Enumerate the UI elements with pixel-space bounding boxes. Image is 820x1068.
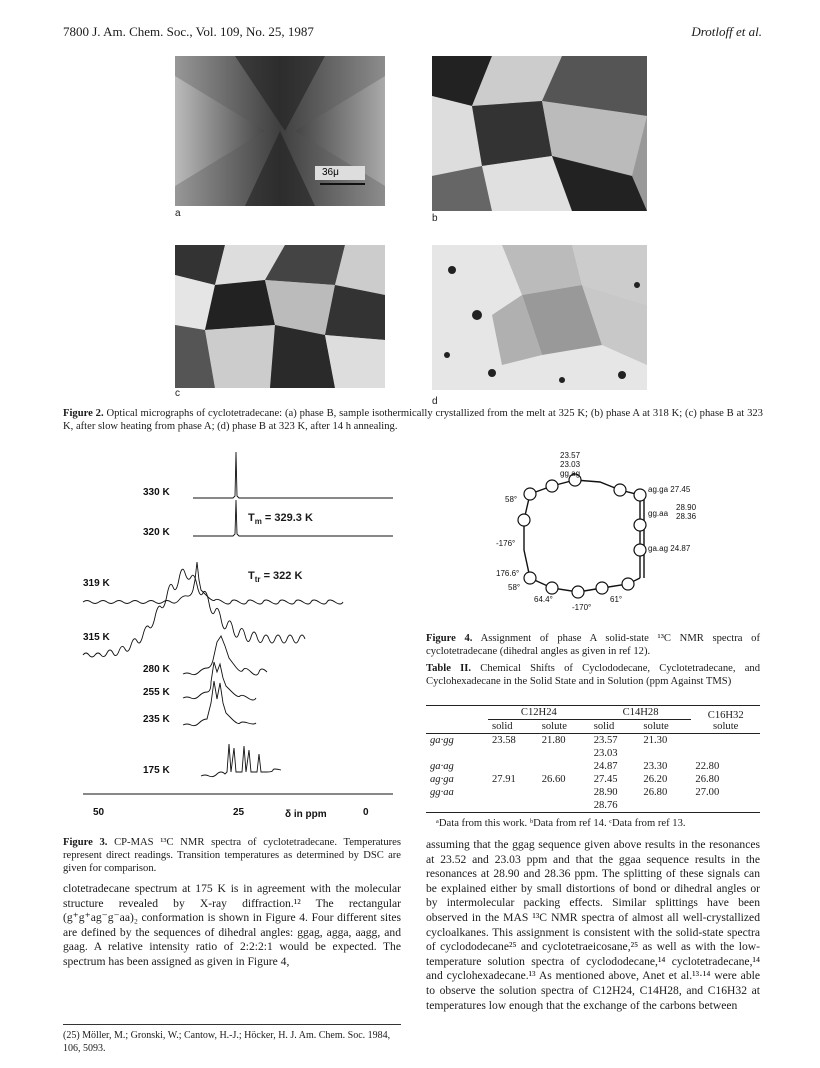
- table-cell-c14-solid: 24.87: [593, 761, 618, 772]
- figure4-structure: [490, 450, 730, 625]
- table-cell-c12-solute: [538, 747, 590, 760]
- table-cell-c14-solute: 26.80: [643, 787, 668, 798]
- micrograph-a: [175, 56, 385, 206]
- running-header-left: 7800 J. Am. Chem. Soc., Vol. 109, No. 25, 1987: [63, 24, 314, 39]
- axis-tick-25: 25: [233, 807, 245, 818]
- table-cell-c14-solute: [639, 799, 691, 813]
- panel-label-b: b: [432, 213, 438, 224]
- temp-label-330K: 330 K: [143, 487, 170, 498]
- table-cell-label: ag·ga: [430, 774, 454, 785]
- subhead-c16-solute: solute: [713, 721, 739, 732]
- fig4-angle-3: 176.6°: [496, 569, 520, 578]
- temp-label-175K: 175 K: [143, 765, 170, 776]
- fig4-value-2890: 28.90: [676, 503, 697, 512]
- footnote-left: (25) Möller, M.; Gronski, W.; Cantow, H.-J.; Höcker, H. J. Am. Chem. Soc. 1984, 106, 5093.: [63, 1030, 391, 1054]
- micrograph-c: [175, 245, 385, 388]
- figure3-caption-label: Figure 3.: [63, 837, 108, 848]
- table-row: [426, 773, 760, 786]
- table-cell-label: [426, 799, 488, 813]
- table-cell-c16-solute: [691, 799, 760, 813]
- axis-tick-50: 50: [93, 807, 105, 818]
- group-c14: C14H28: [590, 706, 692, 720]
- table2-grid: [426, 706, 760, 813]
- figure3-spectra: [63, 450, 408, 830]
- table-cell-c12-solid: 23.58: [492, 735, 516, 746]
- table-cell-label: [426, 747, 488, 760]
- spectrum-235K: [183, 681, 256, 726]
- group-c12: C12H24: [488, 706, 590, 720]
- body-right-paragraph: assuming that the ggag sequence given above results in the resonances at 23.52 and 23.03 ppm and that the ggaa sequence results in the resonances at 28.90 and 28.36 ppm. The splitting of these signals can be explained either by small distortions of bond or dihedral angles or by intermolecular packing effects. Similar splittings have been observed in the MAS ¹³C NMR spectra of almost all well-crystallized cycloalkanes. This assignment is consistent with the solid-state spectra of cyclododecane²⁵ and cyclotetraeicosane,²⁵ as well as with the low-temperature solution spectra of cyclododecane,¹⁴ cyclotetradecane,¹⁴ and cyclohexadecane.¹³ As mentioned above, Anet et al.¹³·¹⁴ were able to observe the solution spectra of C12H24, C14H28, and C16H32 at temperatures low enough that the exchange of the carbons between: [426, 838, 760, 1012]
- fig4-angle-4: 58°: [508, 583, 521, 592]
- fig4-value-2836: 28.36: [676, 512, 697, 521]
- table-cell-c16-solute: 22.80: [695, 761, 720, 772]
- table-cell-c12-solid: [488, 799, 538, 813]
- figure4-caption-text: Assignment of phase A solid-state ¹³C NMR spectra of cyclotetradecane (dihedral angles as given in ref 12).: [426, 633, 760, 657]
- table-row: [426, 799, 760, 813]
- table-cell-label: ga·gg: [430, 735, 454, 746]
- table-cell-c16-solute: [691, 734, 760, 747]
- temp-label-319K: 319 K: [83, 578, 110, 589]
- fig4-angle-6: -170°: [572, 603, 592, 612]
- figure3-caption: [63, 836, 401, 875]
- axis-tick-0: 0: [363, 807, 369, 818]
- panel-label-c: c: [175, 388, 180, 399]
- table2-title-label: Table II.: [426, 663, 472, 674]
- micrograph-b: [432, 56, 647, 211]
- temp-label-280K: 280 K: [143, 664, 170, 675]
- body-right: [426, 838, 760, 1013]
- temp-label-255K: 255 K: [143, 687, 170, 698]
- table-cell-c12-solid: [488, 786, 538, 799]
- tm-value: = 329.3 K: [261, 512, 313, 524]
- tm-symbol: T: [248, 512, 255, 524]
- spectrum-330K: [193, 452, 393, 498]
- table-cell-c16-solute: 27.00: [695, 787, 720, 798]
- table-row: [426, 747, 760, 760]
- table-row: [426, 786, 760, 799]
- subhead-c14-solute: solute: [643, 721, 669, 732]
- fig4-label-gaag: ga.ag 24.87: [648, 544, 691, 553]
- table-cell-c12-solute: [538, 786, 590, 799]
- table-cell-c12-solute: 21.80: [541, 735, 566, 746]
- table-cell-c14-solute: [639, 747, 691, 760]
- table-cell-c12-solute: [538, 799, 590, 813]
- subhead-c12-solid: solid: [492, 721, 513, 732]
- table-cell-c14-solid: 28.76: [593, 800, 618, 811]
- group-c16: C16H32: [707, 710, 744, 721]
- table-cell-c14-solute: 21.30: [643, 735, 668, 746]
- table-cell-c14-solid: 23.57: [593, 735, 618, 746]
- figure2-caption-label: Figure 2.: [63, 408, 104, 419]
- figure4-caption: [426, 632, 760, 658]
- panel-label-d: d: [432, 396, 438, 407]
- temp-label-320K: 320 K: [143, 527, 170, 538]
- table2-title-text: Chemical Shifts of Cyclododecane, Cyclotetradecane, and Cyclohexadecane in the Solid State and in Solution (ppm Against TMS): [426, 663, 760, 687]
- temp-label-235K: 235 K: [143, 714, 170, 725]
- table-row: [426, 734, 760, 747]
- fig4-angle-7: 61°: [610, 595, 623, 604]
- table2-title: [426, 662, 760, 688]
- table-cell-c12-solid: [488, 747, 538, 760]
- axis-label: δ in ppm: [285, 809, 327, 820]
- footnote-rule: [63, 1024, 401, 1025]
- body-left: [63, 882, 401, 970]
- subhead-c12-solute: solute: [541, 721, 568, 732]
- running-header-right: Drotloff et al.: [691, 24, 762, 39]
- table-cell-c12-solid: [488, 760, 538, 773]
- spectrum-255K: [183, 662, 256, 700]
- table-cell-c16-solute: 26.80: [695, 774, 720, 785]
- spectrum-175K: [201, 744, 281, 777]
- fig4-label-agga: ag.ga 27.45: [648, 485, 691, 494]
- micrograph-a-image: [175, 56, 385, 206]
- table2-body: [426, 734, 760, 813]
- table-cell-c12-solute: [538, 760, 590, 773]
- temp-label-315K: 315 K: [83, 632, 110, 643]
- table2-footnote: ᵃData from this work. ᵇData from ref 14. ᶜData from ref 13.: [436, 818, 686, 829]
- figure4-caption-label: Figure 4.: [426, 633, 473, 644]
- tm-annotation: [248, 512, 313, 526]
- figure2-caption-text: Optical micrographs of cyclotetradecane: (a) phase B, sample isothermically crystallized from the melt at 325 K; (b) phase A at 318 K; (c) phase B at 323 K, after slow heating from phase A; (d) phase B at 323 K, after 14 h annealing.: [63, 408, 763, 432]
- figure2-caption: [63, 407, 763, 433]
- fig4-top-label: gg.ag: [560, 469, 581, 478]
- table-cell-c14-solid: 23.03: [593, 748, 618, 759]
- fig4-angle-2: -176°: [496, 539, 516, 548]
- micrograph-d: [432, 245, 647, 390]
- table2-group-header: [426, 706, 760, 720]
- table-cell-c14-solute: 23.30: [643, 761, 668, 772]
- table-cell-c14-solute: 26.20: [643, 774, 668, 785]
- body-left-paragraph: clotetradecane spectrum at 175 K is in agreement with the molecular structure revealed by X-ray diffraction.¹² The rectangular (g⁺g⁺ag⁻g⁻aa)₂ conformation is shown in Figure 4. Four different sites are defined by the sequences of dihedral angles: ggag, agga, aagg, and gaag. A relative intensity ratio of 2:2:2:1 would be expected. The spectrum has been assigned as given in Figure 4,: [63, 882, 401, 968]
- table-cell-label: ga·ag: [430, 761, 454, 772]
- scale-bar-label: 36μ: [322, 167, 339, 178]
- table-cell-c16-solute: [691, 747, 760, 760]
- fig4-label-ggaa: gg.aa: [648, 509, 669, 518]
- ttr-subscript: tr: [254, 575, 261, 585]
- table-cell-label: gg·aa: [430, 787, 454, 798]
- panel-label-a: a: [175, 208, 181, 219]
- ttr-symbol: T: [248, 570, 255, 582]
- table2: [426, 705, 760, 830]
- spectrum-319K: [83, 562, 343, 604]
- figure3-caption-text: CP-MAS ¹³C NMR spectra of cyclotetradecane. Temperatures represent direct readings. Transition temperatures as determined by DSC are given for comparison.: [63, 837, 401, 874]
- micrograph-d-image: [432, 245, 647, 390]
- micrograph-c-image: [175, 245, 385, 388]
- micrograph-b-image: [432, 56, 647, 211]
- table-cell-c14-solid: 27.45: [593, 774, 618, 785]
- fig4-angle-5: 64.4°: [534, 595, 553, 604]
- subhead-c14-solid: solid: [593, 721, 615, 732]
- ttr-annotation: [248, 570, 302, 584]
- table-cell-c12-solute: 26.60: [541, 774, 566, 785]
- spectrum-280K: [183, 636, 267, 675]
- table-row: [426, 760, 760, 773]
- table-cell-c12-solid: 27.91: [492, 774, 516, 785]
- ttr-value: = 322 K: [260, 570, 303, 582]
- fig4-top-value-2: 23.03: [560, 460, 581, 469]
- fig4-angle-1: 58°: [505, 495, 518, 504]
- tm-subscript: m: [254, 517, 262, 527]
- fig4-top-value-1: 23.57: [560, 451, 581, 460]
- table-cell-c14-solid: 28.90: [593, 787, 618, 798]
